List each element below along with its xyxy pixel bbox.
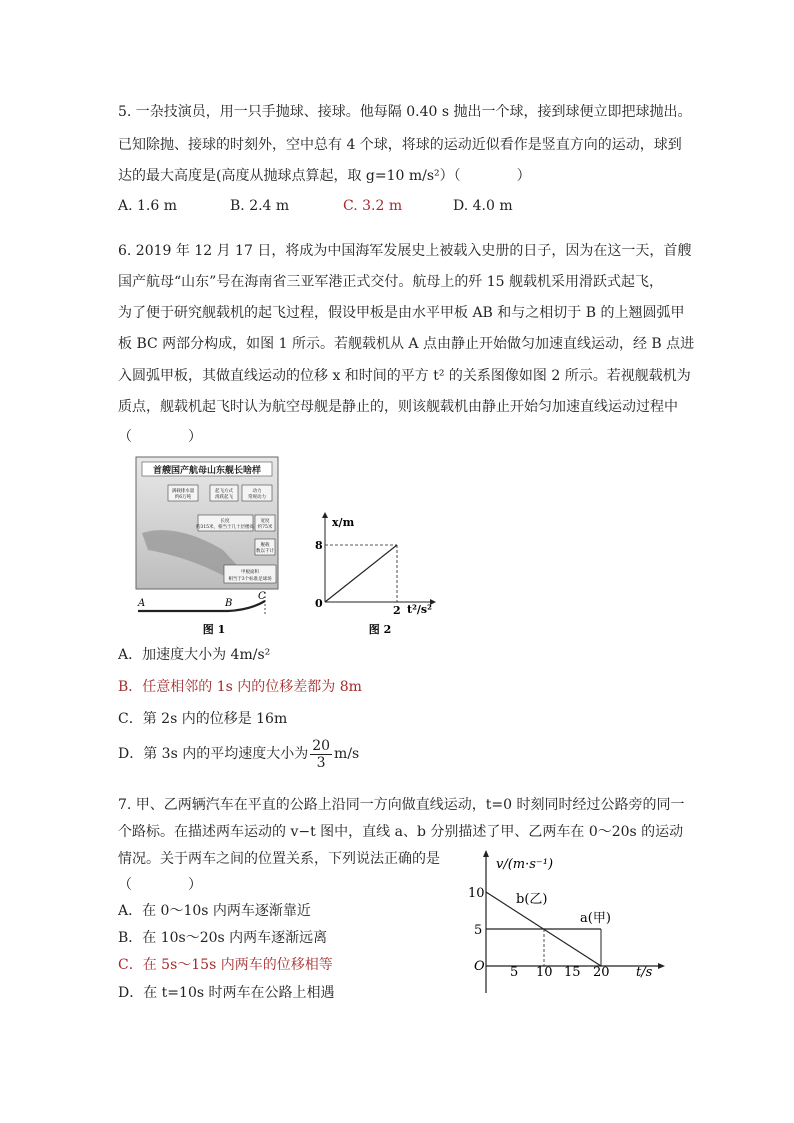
box6-title: 舰载: [260, 543, 270, 548]
vt-y-tick-10: 10: [468, 886, 485, 901]
vt-y-tick-5: 5: [474, 923, 483, 938]
figure-1-caption: 图 1: [202, 623, 226, 636]
figure-2-caption: 图 2: [368, 623, 392, 636]
poster-title: 首艘国产航母山东舰长啥样: [152, 466, 262, 476]
q5-option-c: C. 3.2 m: [343, 198, 403, 214]
q7-option-c: C．在 5s～15s 内两车的位移相等: [118, 957, 333, 973]
fig2-data-line: [325, 545, 397, 602]
vt-x-tick-15: 15: [564, 965, 581, 980]
q7-option-b: B．在 10s～20s 内两车逐渐远离: [118, 930, 328, 946]
vt-x-tick-10: 10: [536, 965, 553, 980]
box3-value: 常规动力: [248, 495, 266, 500]
box1-value: 约6万吨: [174, 495, 192, 500]
box7-title: 甲板面积: [241, 570, 259, 575]
box3-title: 动力: [252, 489, 262, 494]
q5-line1: 5. 一杂技演员，用一只手抛球、接球。他每隔 0.40 s 抛出一个球，接到球便立即把球抛出。: [118, 104, 692, 120]
fig2-y-tick-8: 8: [315, 539, 323, 552]
q5-line3: 达的最大高度是(高度从抛球点算起，取 g=10 m/s²）（ ）: [118, 168, 531, 184]
q6-option-c: C．第 2s 内的位移是 16m: [118, 711, 288, 727]
label-b: b(乙): [516, 892, 548, 907]
q7-option-d: D．在 t=10s 时两车在公路上相遇: [118, 985, 335, 1001]
box5-value: 约75米: [257, 525, 273, 530]
q7-line4: （ ）: [118, 877, 202, 893]
q5-option-b: B. 2.4 m: [230, 198, 290, 214]
q6-option-b: B．任意相邻的 1s 内的位移差都为 8m: [118, 679, 362, 695]
vt-origin: O: [474, 959, 485, 974]
figure-2: [305, 512, 445, 637]
q5-option-d: D. 4.0 m: [453, 198, 513, 214]
q6-line1: 6. 2019 年 12 月 17 日，将成为中国海军发展史上被载入史册的日子，因为在这一天，首艘: [118, 243, 692, 259]
q6-option-d-text: D．第 3s 内的平均速度大小为: [118, 746, 309, 762]
box1-title: 满载排水量: [171, 489, 195, 494]
point-c-label: C: [258, 591, 266, 602]
box6-value: 数以千计: [256, 549, 274, 554]
q6-line3: 为了便于研究舰载机的起飞过程，假设甲板是由水平甲板 AB 和与之相切于 B 的上翘圆弧甲: [118, 305, 685, 321]
vt-graph: [460, 848, 675, 996]
box2-value: 滑跃起飞: [215, 495, 233, 500]
q6-option-d-unit: m/s: [334, 746, 360, 762]
point-b-label: B: [225, 598, 233, 609]
point-a-label: A: [138, 598, 146, 609]
box2-title: 起飞方式: [215, 489, 233, 494]
q6-line7: （ ）: [118, 429, 202, 445]
vt-y-label: v/(m·s⁻¹): [496, 857, 554, 872]
box4-title: 长度: [220, 519, 230, 524]
q6-line6: 质点，舰载机起飞时认为航空母舰是静止的，则该舰载机由静止开始匀加速直线运动过程中: [118, 399, 678, 415]
q7-line1: 7. 甲、乙两辆汽车在平直的公路上沿同一方向做直线运动，t=0 时刻同时经过公路旁的同一: [118, 797, 685, 813]
q7-line2: 个路标。在描述两车运动的 v−t 图中，直线 a、b 分别描述了甲、乙两车在 0～20s 的运动: [118, 824, 684, 840]
q6-line4: 板 BC 两部分构成，如图 1 所示。若舰载机从 A 点由静止开始做匀加速直线运动，经 B 点进: [118, 336, 695, 352]
figure-1: [128, 455, 288, 640]
q6-line2: 国产航母“山东”号在海南省三亚军港正式交付。航母上的歼 15 舰载机采用滑跃式起飞，: [118, 274, 664, 290]
q5-option-a: A. 1.6 m: [118, 198, 178, 214]
vt-x-label: t/s: [636, 965, 653, 980]
fraction-denominator: 3: [316, 754, 326, 771]
q6-option-a: A．加速度大小为 4m/s²: [118, 647, 271, 663]
q6-option-d: [118, 734, 359, 774]
deck-line: [138, 601, 265, 611]
q6-line5: 入圆弧甲板，其做直线运动的位移 x 和时间的平方 t² 的关系图像如图 2 所示。若视舰载机为: [118, 368, 691, 384]
fraction-numerator: 20: [312, 737, 331, 754]
q7-option-a: A．在 0～10s 内两车逐渐靠近: [118, 903, 311, 919]
q5-line2: 已知除抛、接球的时刻外，空中总有 4 个球，将球的运动近似看作是竖直方向的运动，球到: [118, 137, 682, 153]
q7-line3: 情况。关于两车之间的位置关系，下列说法正确的是: [118, 851, 440, 867]
label-a: a(甲): [580, 911, 611, 926]
box5-title: 宽度: [260, 519, 270, 524]
q6-option-d-fraction: [310, 738, 332, 771]
vt-x-tick-20: 20: [593, 965, 610, 980]
box7-value: 相当于3个标准足球场: [228, 577, 272, 582]
fig2-y-label: x/m: [332, 516, 355, 529]
vt-x-tick-5: 5: [510, 965, 519, 980]
fig2-origin: 0: [315, 597, 323, 610]
box4-value: 约315米，相当于几十层楼高: [195, 525, 255, 530]
fig2-x-tick-2: 2: [393, 604, 401, 617]
fig2-x-label: t²/s²: [407, 603, 432, 616]
